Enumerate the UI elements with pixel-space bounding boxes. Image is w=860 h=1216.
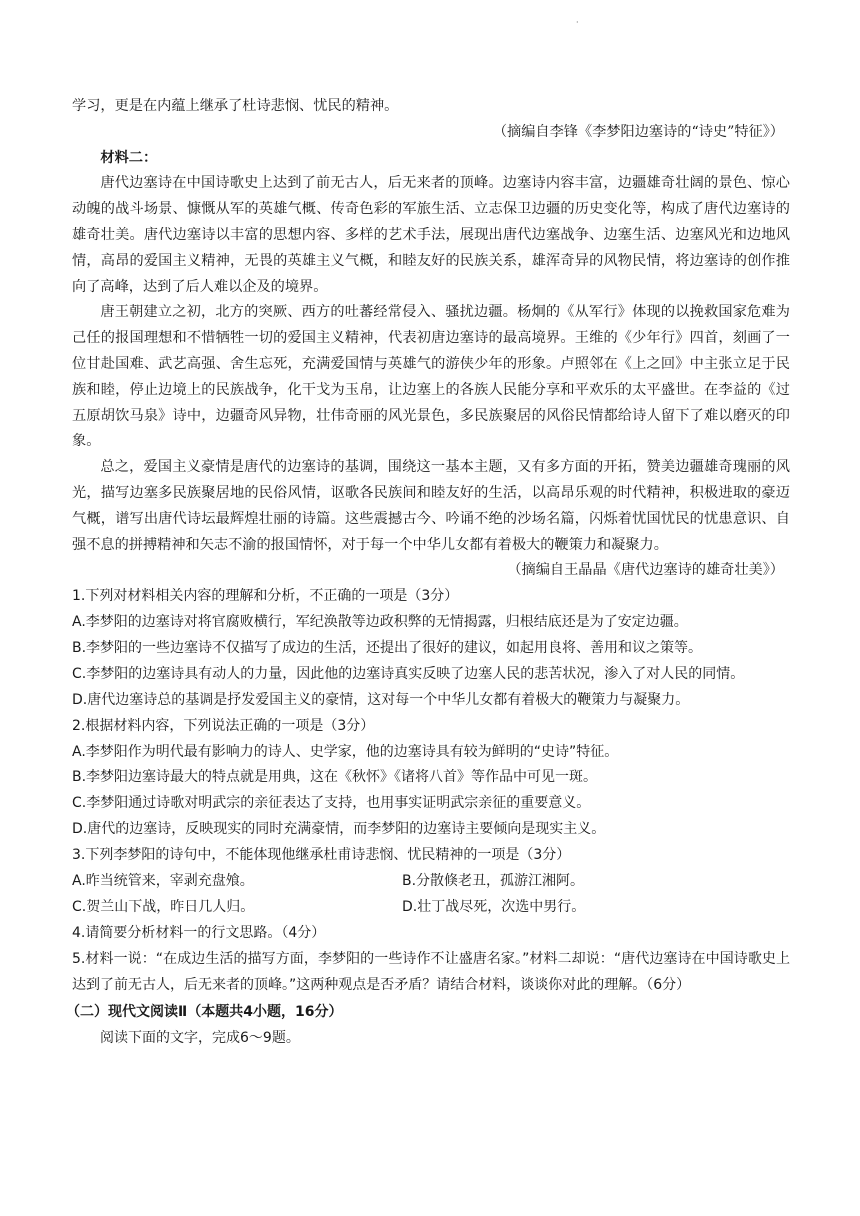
document-page — [66, 94, 790, 1051]
material2-source: （摘编自王晶晶《唐代边塞诗的雄奇壮美》） — [507, 562, 784, 579]
question-4: 4.请简要分析材料一的行文思路。（4分） — [72, 924, 326, 941]
material2-paragraph: 总之，爱国主义豪情是唐代的边塞诗的基调，围绕这一基本主题，又有多方面的开拓，赞美边疆雄奇瑰丽的风光，描写边塞多民族聚居地的民俗风情，讴歌各民族间和睦友好的生活，以高昂乐观的时代精神，积极进取的豪迈气概，谱写出唐代诗坛最辉煌壮丽的诗篇。这些震撼古今、吟诵不绝的沙场名篇，闪烁着忧国忧民的忧患意识、自强不息的拼搏精神和矢志不渝的报国情怀，对于每一个中华儿女都有着极大的鞭策力和凝聚力。 — [72, 459, 790, 553]
question-3 — [72, 843, 790, 921]
option-d: D.唐代边塞诗总的基调是抒发爱国主义的豪情，这对每一个中华儿女都有着极大的鞭策力与凝聚力。 — [72, 691, 690, 708]
material1-source: （摘编自李锋《李梦阳边塞诗的“诗史”特征》） — [492, 123, 784, 140]
option-a: A.李梦阳的边塞诗对将官腐败横行，军纪涣散等边政积弊的无情揭露，归根结底还是为了安定边疆。 — [72, 614, 688, 631]
option-d: D.壮丁战尽死，次选中男行。 — [402, 899, 586, 916]
option-row — [72, 895, 790, 921]
material1-closing-text: 学习，更是在内蕴上继承了杜诗悲悯、忧民的精神。 — [72, 98, 399, 114]
question-stem: 1.下列对材料相关内容的理解和分析，不正确的一项是（3分） — [72, 588, 459, 605]
section-2-instruction: 阅读下面的文字，完成6～9题。 — [100, 1029, 300, 1046]
section-2-title: （二）现代文阅读Ⅱ（本题共4小题，16分） — [66, 1003, 343, 1020]
material2-paragraph: 唐王朝建立之初，北方的突厥、西方的吐蕃经常侵入、骚扰边疆。杨炯的《从军行》体现的以挽救国家危难为己任的报国理想和不惜牺牲一切的爱国主义精神，代表初唐边塞诗的最高境界。王维的《少年行》四首，刻画了一位甘赴国难、武艺高强、舍生忘死，充满爱国情与英雄气的游侠少年的形象。卢照邻在《上之回》中主张立足于民族和睦，停止边境上的民族战争，化干戈为玉帛，让边塞上的各族人民能分享和平欢乐的太平盛世。在李益的《过五原胡饮马泉》诗中，边疆奇风异物，壮伟奇丽的风光景色，多民族聚居的风俗民情都给诗人留下了难以磨灭的印象。 — [72, 304, 790, 450]
option-a: A.李梦阳作为明代最有影响力的诗人、史学家，他的边塞诗具有较为鲜明的“史诗”特征。 — [72, 743, 619, 760]
option-c: C.李梦阳通过诗歌对明武宗的亲征表达了支持，也用事实证明武宗亲征的重要意义。 — [72, 795, 591, 812]
option-c: C.李梦阳的边塞诗具有动人的力量，因此他的边塞诗真实反映了边塞人民的悲苦状况，渗入了对人民的同情。 — [72, 665, 745, 682]
question-2 — [72, 714, 790, 844]
option-b: B.李梦阳的一些边塞诗不仅描写了成边的生活，还提出了很好的建议，如起用良将、善用和议之策等。 — [72, 639, 703, 656]
question-5: 5.材料一说：“在成边生活的描写方面，李梦阳的一些诗作不让盛唐名家。”材料二却说：“唐代边塞诗在中国诗歌史上达到了前无古人，后无来者的顶峰。”这两种观点是否矛盾？请结合材料，谈谈你对此的理解。（6分） — [72, 950, 790, 993]
option-b: B.分散倏老丑，孤游江湘阿。 — [402, 873, 585, 890]
option-row — [72, 869, 790, 895]
option-c: C.贺兰山下战，昨日几人归。 — [72, 899, 255, 916]
question-stem: 3.下列李梦阳的诗句中，不能体现他继承杜甫诗悲悯、忧民精神的一项是（3分） — [72, 847, 571, 864]
option-a: A.昨当统管来，宰剥充盘飧。 — [72, 873, 254, 890]
material2-paragraph: 唐代边塞诗在中国诗歌史上达到了前无古人，后无来者的顶峰。边塞诗内容丰富，边疆雄奇壮阔的景色、惊心动魄的战斗场景、慷慨从军的英雄气概、传奇色彩的军旅生活、立志保卫边疆的历史变化等，构成了唐代边塞诗的雄奇壮美。唐代边塞诗以丰富的思想内容、多样的艺术手法，展现出唐代边塞战争、边塞生活、边塞风光和边地风情，高昂的爱国主义精神，无畏的英雄主义气概，和睦友好的民族关系，雄浑奇异的风物民情，将边塞诗的创作推向了高峰，达到了后人难以企及的境界。 — [72, 175, 790, 295]
question-stem: 2.根据材料内容，下列说法正确的一项是（3分） — [72, 717, 375, 734]
material2-heading: 材料二： — [100, 149, 158, 166]
header-mark: · — [576, 18, 579, 27]
option-d: D.唐代的边塞诗，反映现实的同时充满豪情，而李梦阳的边塞诗主要倾向是现实主义。 — [72, 821, 606, 838]
option-b: B.李梦阳边塞诗最大的特点就是用典，这在《秋怀》《诸将八首》等作品中可见一斑。 — [72, 769, 598, 786]
question-1 — [72, 584, 790, 714]
